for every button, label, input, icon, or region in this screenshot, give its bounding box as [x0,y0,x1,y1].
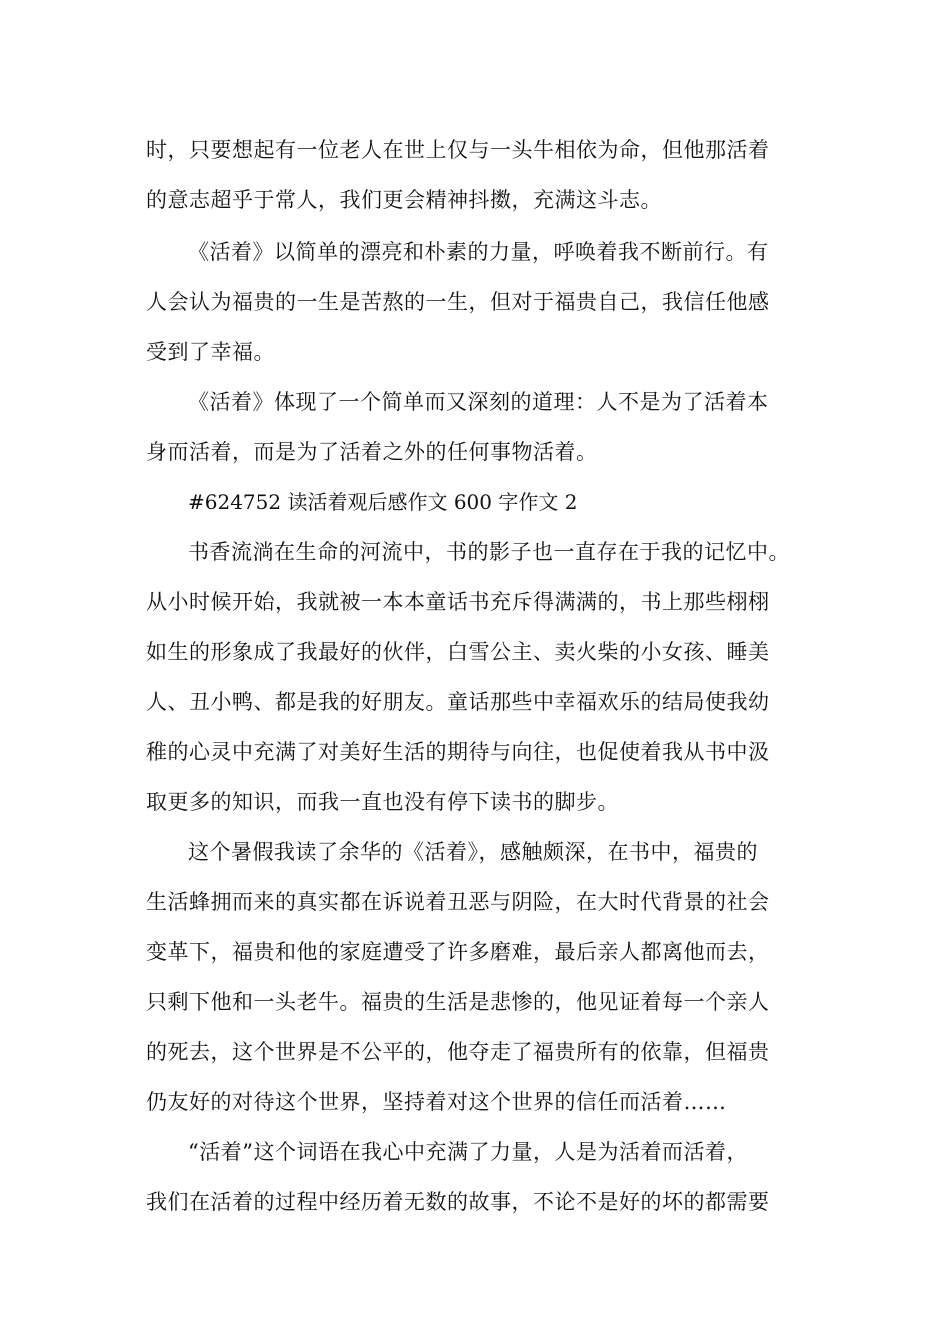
text-line: 的意志超乎于常人，我们更会精神抖擞，充满这斗志。 [146,188,662,212]
text-line: 时，只要想起有一位老人在世上仅与一头牛相依为命，但他那活着 [146,138,770,162]
text-line: 的死去，这个世界是不公平的，他夺走了福贵所有的依靠，但福贵 [146,1040,770,1064]
text-line: 只剩下他和一头老牛。福贵的生活是悲惨的，他见证着每一个亲人 [146,990,770,1014]
paragraph-start-line: 这个暑假我读了余华的《活着》，感触颇深，在书中，福贵的 [188,840,758,864]
text-line: 如生的形象成了我最好的伙伴，白雪公主、卖火柴的小女孩、睡美 [146,640,770,664]
text-line: 从小时候开始，我就被一本本童话书充斥得满满的，书上那些栩栩 [146,590,770,614]
paragraph-start-line: 《活着》体现了一个简单而又深刻的道理：人不是为了活着本 [188,390,769,414]
text-line: 人会认为福贵的一生是苦熬的一生，但对于福贵自己，我信任他感 [146,290,770,314]
section-heading: #624752 读活着观后感作文 600 字作文 2 [188,490,578,514]
paragraph-start-line: 书香流淌在生命的河流中，书的影子也一直存在于我的记忆中。 [188,540,790,564]
text-line: 稚的心灵中充满了对美好生活的期待与向往，也促使着我从书中汲 [146,740,770,764]
text-line: 仍友好的对待这个世界，坚持着对这个世界的信任而活着…… [146,1090,727,1114]
text-line: 生活蜂拥而来的真实都在诉说着丑恶与阴险，在大时代背景的社会 [146,890,770,914]
paragraph-start-line: 《活着》以简单的漂亮和朴素的力量，呼唤着我不断前行。有 [188,240,769,264]
text-line: 变革下，福贵和他的家庭遭受了许多磨难，最后亲人都离他而去， [146,940,770,964]
text-line: 身而活着，而是为了活着之外的任何事物活着。 [146,440,598,464]
text-line: 受到了幸福。 [146,340,275,364]
text-line: 我们在活着的过程中经历着无数的故事，不论不是好的坏的都需要 [146,1190,770,1214]
text-line: 人、丑小鸭、都是我的好朋友。童话那些中幸福欢乐的结局使我幼 [146,690,770,714]
text-line: 取更多的知识，而我一直也没有停下读书的脚步。 [146,790,619,814]
paragraph-start-line: “活着”这个词语在我心中充满了力量，人是为活着而活着， [188,1140,748,1164]
